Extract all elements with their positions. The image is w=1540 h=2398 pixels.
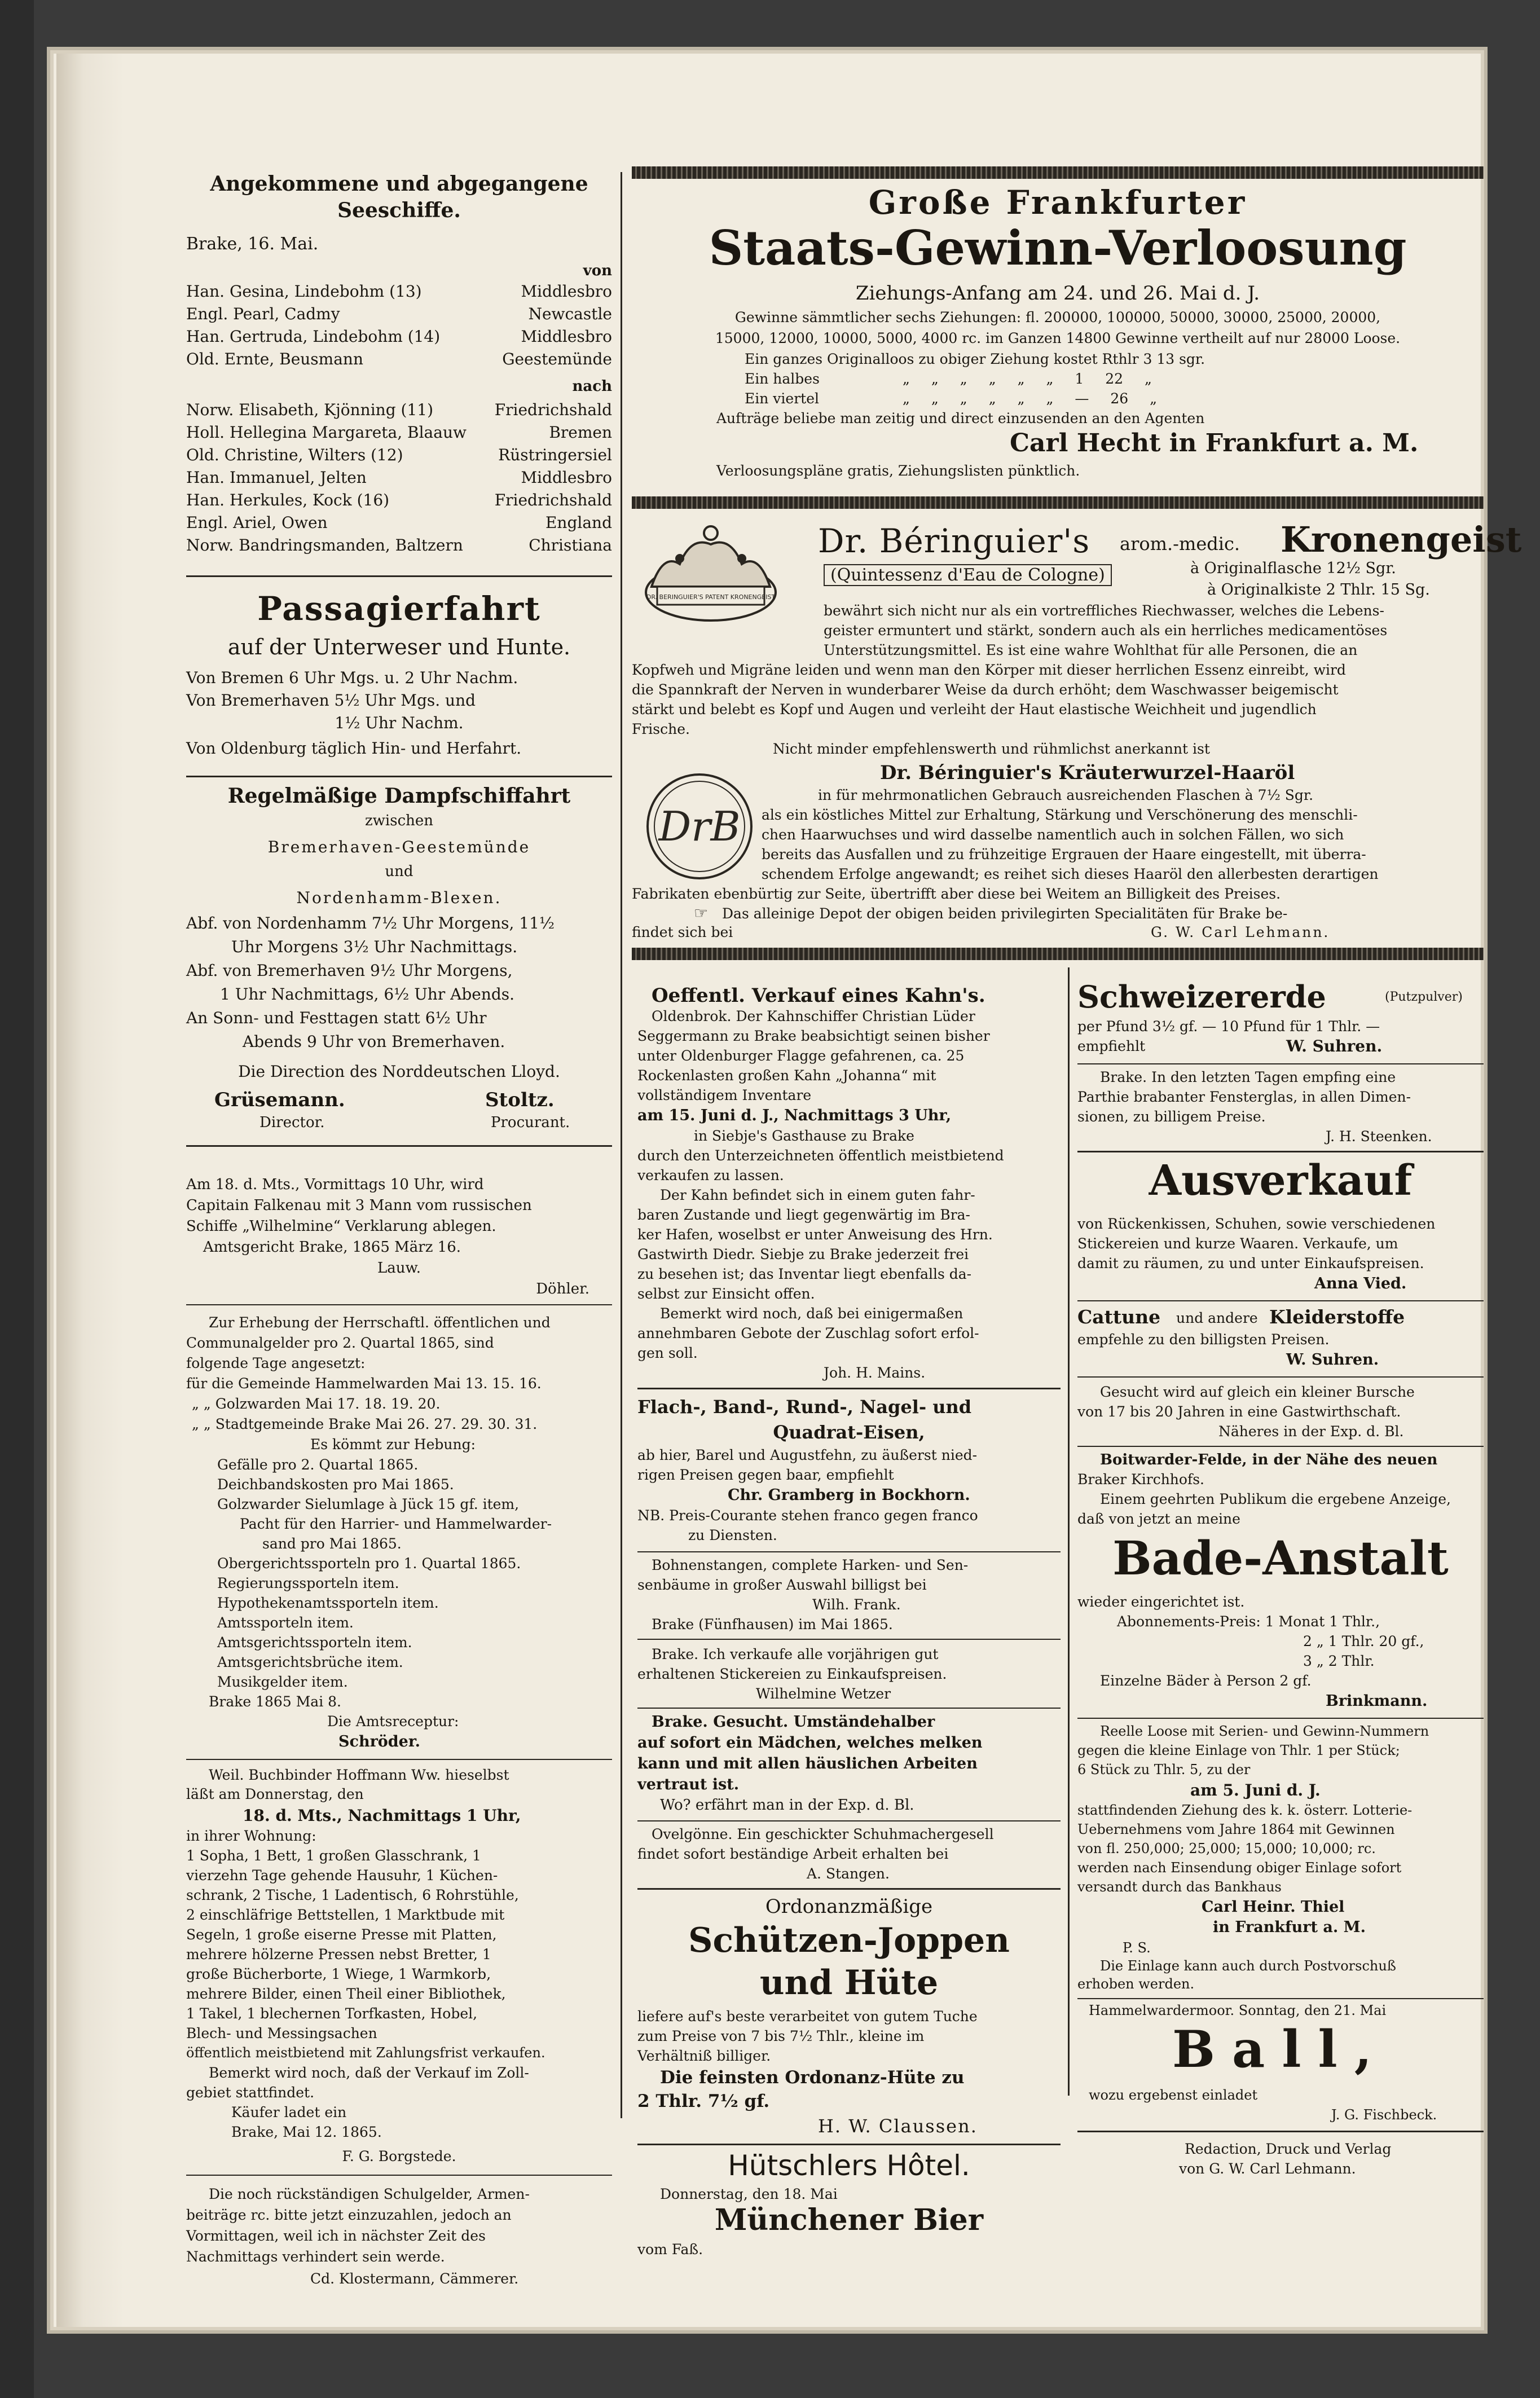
schuetzen-line: Die feinsten Ordonanz-Hüte zu xyxy=(660,2067,965,2088)
beringuier-quintessenz: (Quintessenz d'Eau de Cologne) xyxy=(824,564,1112,586)
gesucht-line: vertraut ist. xyxy=(637,1776,740,1793)
ship-port: Middlesbro xyxy=(521,468,612,487)
schweiz-line: per Pfund 3½ gf. — 10 Pfund für 1 Thlr. — xyxy=(1077,1018,1380,1035)
loose-line: versandt durch das Bankhaus xyxy=(1077,1879,1282,1895)
divider xyxy=(186,2175,612,2176)
gesucht-line: Wo? erfährt man in der Exp. d. Bl. xyxy=(660,1797,914,1814)
bohnen-line: Brake (Fünfhausen) im Mai 1865. xyxy=(652,1616,893,1633)
cattune-word: Cattune xyxy=(1077,1306,1161,1328)
beringuier-name: Dr. Béringuier's xyxy=(818,522,1090,560)
dampf-line: Abends 9 Uhr von Bremerhaven. xyxy=(243,1032,505,1051)
hoffmann-line: Weil. Buchbinder Hoffmann Ww. hieselbst xyxy=(209,1767,509,1783)
schuetzen-title: Schützen-Joppen xyxy=(688,1921,1010,1960)
ships-von-label: von xyxy=(583,262,612,279)
dampf-line: 1 Uhr Nachmittags, 6½ Uhr Abends. xyxy=(220,985,515,1004)
crown-icon xyxy=(640,519,781,632)
schulgeld-line: Nachmittags verhindert sein werde. xyxy=(186,2249,445,2265)
ship-row xyxy=(186,282,612,301)
loose-bank: Carl Heinr. Thiel xyxy=(1202,1898,1345,1916)
hoffmann-line: Bemerkt wird noch, daß der Verkauf im Zoll- xyxy=(209,2065,529,2081)
dampf-line: Uhr Morgens 3½ Uhr Nachmittags. xyxy=(231,938,518,956)
dampf-role: Procurant. xyxy=(491,1114,570,1131)
herrschaft-item: Pacht für den Harrier- und Hammelwarder- xyxy=(240,1516,552,1532)
divider xyxy=(637,1708,1061,1709)
burschen-line: von 17 bis 20 Jahren in eine Gastwirthschaft. xyxy=(1077,1403,1401,1420)
herrschaft-item: Golzwarder Sielumlage à Jück 15 gf. item, xyxy=(217,1496,520,1512)
ship-name: Norw. Elisabeth, Kjönning (11) xyxy=(186,401,433,419)
haaroel-text: bereits das Ausfallen und zu frühzeitige Ergrauen der Haare eingestellt, mit überra- xyxy=(762,846,1366,863)
divider xyxy=(637,1388,1061,1389)
kahn-line: Rockenlasten großen Kahn „Johanna“ mit xyxy=(637,1067,936,1084)
kahn-line: ker Hafen, woselbst er unter Anweisung des Hrn. xyxy=(637,1226,993,1243)
fenster-line: Brake. In den letzten Tagen empfing eine xyxy=(1100,1069,1396,1085)
ship-name: Han. Immanuel, Jelten xyxy=(186,468,367,487)
frankfurt-line: Ein ganzes Originalloos zu obiger Ziehung kostet Rthlr 3 13 sgr. xyxy=(745,351,1205,367)
kahn-line: in Siebje's Gasthause zu Brake xyxy=(694,1128,914,1144)
scan-edge xyxy=(0,0,34,2398)
frankfurt-agent: Carl Hecht in Frankfurt a. M. xyxy=(1010,429,1419,457)
kahn-line: gen soll. xyxy=(637,1345,698,1361)
cattune-line: empfehle zu den billigsten Preisen. xyxy=(1077,1331,1330,1348)
hoffmann-line: Käufer ladet ein xyxy=(231,2104,347,2120)
herrschaft-item: sand pro Mai 1865. xyxy=(262,1535,402,1552)
schuetzen-line: 2 Thlr. 7½ gf. xyxy=(637,2091,770,2111)
ship-row xyxy=(186,305,612,323)
hotel-title: Hütschlers Hôtel. xyxy=(728,2149,970,2182)
ship-port: Rüstringersiel xyxy=(498,446,612,464)
loose-line: Die Einlage kann auch durch Postvorschuß xyxy=(1100,1958,1396,1974)
beringuier-price: à Originalflasche 12½ Sgr. xyxy=(1190,560,1396,577)
ship-name: Engl. Ariel, Owen xyxy=(186,513,328,532)
burschen-line: Näheres in der Exp. d. Bl. xyxy=(1218,1423,1404,1440)
kahn-signature: Joh. H. Mains. xyxy=(824,1365,926,1381)
dampf-signature: Grüsemann. xyxy=(214,1089,345,1111)
beringuier-text: geister ermuntert und stärkt, sondern auch als ein herrliches medicamentöses xyxy=(824,622,1388,639)
eisen-line: rigen Preisen gegen baar, empfiehlt xyxy=(637,1467,894,1483)
loose-line: P. S. xyxy=(1123,1940,1151,1956)
frankfurt-line: Aufträge beliebe man zeitig und direct einzusenden an den Agenten xyxy=(716,410,1205,426)
hoffmann-line: 2 einschläfrige Bettstellen, 1 Marktbude mit xyxy=(186,1907,505,1923)
ship-row xyxy=(186,468,612,487)
schweiz-signature: W. Suhren. xyxy=(1286,1037,1383,1055)
schuetzen-line: zum Preise von 7 bis 7½ Thlr., kleine im xyxy=(637,2028,925,2044)
bade-title: Bade-Anstalt xyxy=(1112,1532,1449,1586)
herrschaft-item: Obergerichtssporteln pro 1. Quartal 1865. xyxy=(217,1555,521,1572)
eisen-signature: Chr. Gramberg in Bockhorn. xyxy=(728,1486,970,1504)
bade-line: Einem geehrten Publikum die ergebene Anzeige, xyxy=(1100,1491,1451,1507)
ships-heading-2: Seeschiffe. xyxy=(337,199,461,222)
hoffmann-line: Brake, Mai 12. 1865. xyxy=(231,2124,382,2140)
frankfurt-line: „ „ „ „ „ „ — 26 „ xyxy=(903,390,1158,407)
falkenau-line: Lauw. xyxy=(377,1260,421,1277)
hoffmann-date: 18. d. Mts., Nachmittags 1 Uhr, xyxy=(243,1806,521,1825)
kahn-line: Gastwirth Diedr. Siebje zu Brake jederzeit frei xyxy=(637,1246,969,1262)
ship-port: Middlesbro xyxy=(521,282,612,301)
ball-line: Hammelwardermoor. Sonntag, den 21. Mai xyxy=(1089,2003,1387,2018)
divider xyxy=(186,1304,612,1305)
herrschaft-line: „ „ Stadtgemeinde Brake Mai 26. 27. 29. 30. 31. xyxy=(192,1416,538,1432)
loose-date: am 5. Juni d. J. xyxy=(1190,1781,1321,1799)
divider xyxy=(637,2144,1061,2145)
monogram-letters: DrB xyxy=(658,803,741,850)
haaroel-text: Das alleinige Depot der obigen beiden privilegirten Specialitäten für Brake be- xyxy=(722,905,1288,922)
beringuier-haaroel: Dr. Béringuier's Kräuterwurzel-Haaröl xyxy=(880,762,1295,784)
haaroel-text: schendem Erfolge angewandt; es reihet sich dieses Haaröl den allerbesten derartigen xyxy=(762,866,1379,882)
schuetzen-line: liefere auf's beste verarbeitet von gutem Tuche xyxy=(637,2008,978,2025)
ausverkauf-signature: Anna Vied. xyxy=(1314,1275,1407,1292)
gesucht-line: Brake. Gesucht. Umständehalber xyxy=(652,1713,935,1731)
divider xyxy=(1077,1063,1484,1064)
kahn-line: baren Zustande und liegt gegenwärtig im Bra- xyxy=(637,1207,971,1223)
frankfurt-line: Ein halbes xyxy=(745,371,820,387)
hoffmann-signature: F. G. Borgstede. xyxy=(342,2148,456,2164)
ship-name: Holl. Hellegina Margareta, Blaauw xyxy=(186,423,467,442)
bade-line: Boitwarder-Felde, in der Nähe des neuen xyxy=(1100,1451,1438,1468)
passagier-title: Passagierfahrt xyxy=(257,589,541,628)
loose-bank: in Frankfurt a. M. xyxy=(1213,1919,1366,1936)
ball-line: wozu ergebenst einladet xyxy=(1089,2087,1258,2103)
divider xyxy=(1077,1300,1484,1301)
divider xyxy=(186,1145,612,1147)
falkenau-line: Döhler. xyxy=(536,1281,589,1297)
right-column xyxy=(1077,967,1484,2282)
loose-line: Uebernehmens vom Jahre 1864 mit Gewinnen xyxy=(1077,1821,1395,1837)
column-rule xyxy=(621,172,622,2118)
ausverkauf-title: Ausverkauf xyxy=(1149,1156,1413,1205)
ship-port: Geestemünde xyxy=(502,350,612,368)
dampf-title: Regelmäßige Dampfschiffahrt xyxy=(227,784,571,808)
frankfurt-line: „ „ „ „ „ „ 1 22 „ xyxy=(903,371,1152,387)
burschen-line: Gesucht wird auf gleich ein kleiner Bursche xyxy=(1100,1384,1415,1400)
herrschaft-line: für die Gemeinde Hammelwarden Mai 13. 15. 16. xyxy=(186,1375,542,1392)
ausverkauf-line: damit zu räumen, zu und unter Einkaufspreisen. xyxy=(1077,1255,1424,1271)
sticker-line: erhaltenen Stickereien zu Einkaufspreisen. xyxy=(637,1666,947,1682)
divider xyxy=(1077,1718,1484,1719)
ships-nach-label: nach xyxy=(572,378,612,395)
band-border xyxy=(632,166,1484,179)
loose-line: 6 Stück zu Thlr. 5, zu der xyxy=(1077,1762,1251,1777)
ship-name: Han. Gertruda, Lindebohm (14) xyxy=(186,327,441,346)
herrschaft-sig-title: Die Amtsreceptur: xyxy=(327,1713,459,1730)
passagier-line: Von Oldenburg täglich Hin- und Herfahrt. xyxy=(186,739,522,758)
herrschaft-item: Musikgelder item. xyxy=(217,1674,348,1690)
ship-row xyxy=(186,327,612,346)
passagier-line: Von Bremerhaven 5½ Uhr Mgs. und xyxy=(186,691,476,710)
dampf-line: Abf. von Bremerhaven 9½ Uhr Morgens, xyxy=(186,961,513,980)
herrschaft-item: Amtsgerichtssporteln item. xyxy=(217,1634,412,1651)
bade-line: 3 „ 2 Thlr. xyxy=(1303,1653,1375,1669)
ship-name: Old. Christine, Wilters (12) xyxy=(186,446,403,464)
eisen-line: NB. Preis-Courante stehen franco gegen franco xyxy=(637,1507,978,1524)
ausverkauf-line: Stickereien und kurze Waaren. Verkaufe, um xyxy=(1077,1235,1398,1252)
sticker-line: Brake. Ich verkaufe alle vorjährigen gut xyxy=(652,1646,939,1662)
hoffmann-line: läßt am Donnerstag, den xyxy=(186,1786,364,1802)
ship-name: Norw. Bandringsmanden, Baltzern xyxy=(186,536,463,555)
divider xyxy=(1077,1998,1484,1999)
ship-name: Old. Ernte, Beusmann xyxy=(186,350,363,368)
hoffmann-line: mehrere hölzerne Pressen nebst Bretter, 1 xyxy=(186,1946,491,1963)
dampf-signature: Stoltz. xyxy=(485,1089,555,1111)
frankfurt-line: Verloosungspläne gratis, Ziehungslisten pünktlich. xyxy=(716,463,1080,479)
ship-port: Bremen xyxy=(549,423,612,442)
hoffmann-line: gebiet stattfindet. xyxy=(186,2084,315,2101)
herrschaft-line: Communalgelder pro 2. Quartal 1865, sind xyxy=(186,1335,494,1351)
dampf-line: Die Direction des Norddeutschen Lloyd. xyxy=(238,1062,560,1081)
ball-signature: J. G. Fischbeck. xyxy=(1331,2107,1437,2123)
schuh-line: findet sofort beständige Arbeit erhalten bei xyxy=(637,1846,949,1862)
ausverkauf-line: von Rückenkissen, Schuhen, sowie verschiedenen xyxy=(1077,1216,1436,1232)
passagier-subtitle: auf der Unterweser und Hunte. xyxy=(227,635,571,659)
ship-port: Friedrichshald xyxy=(494,401,612,419)
kahn-line: verkaufen zu lassen. xyxy=(637,1167,784,1183)
schuetzen-line: Verhältniß billiger. xyxy=(637,2048,771,2064)
hoffmann-line: mehrere Bilder, einen Theil einer Bibliothek, xyxy=(186,1986,506,2002)
gesucht-line: auf sofort ein Mädchen, welches melken xyxy=(637,1734,983,1752)
left-column xyxy=(186,169,612,2313)
divider xyxy=(637,1551,1061,1552)
kahn-line: selbst zur Einsicht offen. xyxy=(637,1286,815,1302)
band-border xyxy=(632,948,1484,960)
middle-column xyxy=(637,967,1061,2282)
schweiz-title: Schweizererde xyxy=(1077,979,1326,1015)
falkenau-line: Capitain Falkenau mit 3 Mann vom russischen xyxy=(186,1197,532,1214)
dampf-line: und xyxy=(385,863,413,880)
bade-line: daß von jetzt an meine xyxy=(1077,1511,1240,1527)
hoffmann-line: vierzehn Tage gehende Hausuhr, 1 Küchen- xyxy=(186,1867,498,1884)
bohnen-line: Bohnenstangen, complete Harken- und Sen- xyxy=(652,1557,969,1573)
loose-line: stattfindenden Ziehung des k. k. österr. Lotterie- xyxy=(1077,1802,1413,1818)
bade-line: Braker Kirchhofs. xyxy=(1077,1471,1204,1488)
falkenau-line: Amtsgericht Brake, 1865 März 16. xyxy=(203,1239,461,1256)
herrschaft-item: Amtsgerichtsbrüche item. xyxy=(217,1654,403,1670)
haaroel-text: Fabrikaten ebenbürtig zur Seite, übertrifft aber diese bei Weitem an Billigkeit des Preises. xyxy=(632,886,1281,902)
divider xyxy=(186,1759,612,1760)
dampf-line: Bremerhaven-Geestemünde xyxy=(267,838,531,856)
beringuier-text: stärkt und belebt es Kopf und Augen und verleiht der Haut elastische Weichheit und jugendlich xyxy=(632,701,1317,718)
frankfurt-title: Große Frankfurter xyxy=(868,183,1247,222)
gesucht-line: kann und mit allen häuslichen Arbeiten xyxy=(637,1755,978,1772)
bade-line: Einzelne Bäder à Person 2 gf. xyxy=(1100,1673,1312,1689)
ship-name: Han. Herkules, Kock (16) xyxy=(186,491,390,509)
herrschaft-signature: Schröder. xyxy=(338,1733,421,1750)
beringuier-text: Frische. xyxy=(632,721,690,737)
sticker-line: Wilhelmine Wetzer xyxy=(756,1686,891,1702)
beringuier-ad xyxy=(632,496,1522,948)
imprint-line: von G. W. Carl Lehmann. xyxy=(1179,2161,1356,2177)
loose-line: von fl. 250,000; 25,000; 15,000; 10,000; rc. xyxy=(1077,1841,1376,1856)
schulgeld-line: beiträge rc. bitte jetzt einzuzahlen, jedoch an xyxy=(186,2207,512,2223)
passagier-line: Von Bremen 6 Uhr Mgs. u. 2 Uhr Nachm. xyxy=(186,668,518,687)
passagier-line: 1½ Uhr Nachm. xyxy=(335,714,464,732)
beringuier-text: Kopfweh und Migräne leiden und wenn man den Körper mit dieser herrlichen Essenz einreibt, wird xyxy=(632,662,1346,678)
bohnen-line: Wilh. Frank. xyxy=(812,1596,901,1613)
ship-port: Newcastle xyxy=(528,305,612,323)
schuh-line: A. Stangen. xyxy=(807,1865,890,1882)
schuetzen-line: Ordonanzmäßige xyxy=(765,1895,933,1918)
dampf-line: Abf. von Nordenhamm 7½ Uhr Morgens, 11½ xyxy=(186,914,555,932)
dampf-role: Director. xyxy=(259,1114,325,1131)
eisen-title: Flach-, Band-, Rund-, Nagel- und xyxy=(637,1396,972,1418)
ball-title: Ball, xyxy=(1172,2019,1389,2079)
frankfurt-line: Ziehungs-Anfang am 24. und 26. Mai d. J. xyxy=(855,282,1260,305)
divider xyxy=(637,1639,1061,1640)
column-rule xyxy=(1068,967,1070,2096)
herrschaft-item: Deichbandskosten pro Mai 1865. xyxy=(217,1476,454,1493)
fenster-line: Parthie brabanter Fensterglas, in allen Dimen- xyxy=(1077,1089,1411,1105)
kahn-line: zu besehen ist; das Inventar liegt ebenfalls da- xyxy=(637,1266,972,1282)
bohnen-line: senbäume in großer Auswahl billigst bei xyxy=(637,1577,927,1593)
crown-label: DR. BERINGUIER'S PATENT KRONENGEIST xyxy=(646,593,776,601)
ship-port: Friedrichshald xyxy=(494,491,612,509)
ship-row xyxy=(186,446,612,464)
schuetzen-signature: H. W. Claussen. xyxy=(818,2115,978,2137)
beringuier-arom: arom.-medic. xyxy=(1120,533,1240,555)
ship-port: Middlesbro xyxy=(521,327,612,346)
ship-port: Christiana xyxy=(529,536,612,555)
haaroel-text: chen Haarwuchses und wird dasselbe namentlich auch in solchen Fällen, wo sich xyxy=(762,826,1344,843)
frankfurt-line: Gewinne sämmtlicher sechs Ziehungen: fl. 200000, 100000, 50000, 30000, 25000, 20000, xyxy=(734,309,1381,325)
cattune-word: und andere xyxy=(1176,1310,1258,1326)
herrschaft-line: Zur Erhebung der Herrschaftl. öffentlichen und xyxy=(209,1314,551,1331)
schweiz-note: (Putzpulver) xyxy=(1385,990,1463,1004)
beringuier-price: à Originalkiste 2 Thlr. 15 Sg. xyxy=(1207,581,1430,599)
dampf-line: An Sonn- und Festtagen statt 6½ Uhr xyxy=(186,1009,487,1027)
divider xyxy=(1077,1376,1484,1378)
hotel-line: vom Faß. xyxy=(637,2241,703,2258)
schulgeld-line: Die noch rückständigen Schulgelder, Armen- xyxy=(209,2186,530,2202)
frankfurt-line: 15000, 12000, 10000, 5000, 4000 rc. im Ganzen 14800 Gewinne vertheilt auf nur 28000 Loose. xyxy=(715,330,1401,346)
herrschaft-item: Hypothekenamtssporteln item. xyxy=(217,1595,439,1611)
hotel-line: Donnerstag, den 18. Mai xyxy=(660,2186,838,2202)
beringuier-kronengeist: Kronengeist xyxy=(1281,519,1522,560)
herrschaft-item: Amtssporteln item. xyxy=(217,1614,354,1631)
herrschaft-item: Regierungssporteln item. xyxy=(217,1575,399,1591)
herrschaft-item: Gefälle pro 2. Quartal 1865. xyxy=(217,1457,419,1473)
ships-heading: Angekommene und abgegangene xyxy=(210,172,588,196)
haaroel-text: findet sich bei xyxy=(632,924,733,940)
ship-name: Engl. Pearl, Cadmy xyxy=(186,305,340,323)
kahn-line: annehmbaren Gebote der Zuschlag sofort erfol- xyxy=(637,1325,979,1341)
hoffmann-line: Segeln, 1 große eiserne Presse mit Platten, xyxy=(186,1926,497,1943)
haaroel-text: als ein köstliches Mittel zur Erhaltung, Stärkung und Verschönerung des menschli- xyxy=(762,807,1358,823)
ship-row xyxy=(186,401,612,419)
divider xyxy=(186,575,612,577)
cattune-signature: W. Suhren. xyxy=(1286,1351,1379,1369)
loose-line: gegen die kleine Einlage von Thlr. 1 per Stück; xyxy=(1077,1743,1400,1758)
ship-row xyxy=(186,536,612,555)
schulgeld-line: Vormittagen, weil ich in nächster Zeit des xyxy=(186,2228,486,2244)
ship-port: England xyxy=(545,513,612,532)
herrschaft-line: „ „ Golzwarden Mai 17. 18. 19. 20. xyxy=(192,1396,441,1412)
dampf-line: zwischen xyxy=(364,812,434,829)
imprint-line: Redaction, Druck und Verlag xyxy=(1185,2141,1392,2157)
divider xyxy=(637,1888,1061,1890)
divider xyxy=(637,1820,1061,1821)
fenster-line: sionen, zu billigem Preise. xyxy=(1077,1108,1266,1125)
divider xyxy=(1077,2131,1484,2132)
kahn-line: vollständigem Inventare xyxy=(637,1087,812,1103)
kahn-line: Oldenbrok. Der Kahnschiffer Christian Lüder xyxy=(652,1008,975,1024)
beringuier-text: bewährt sich nicht nur als ein vortreffliches Riechwasser, welches die Lebens- xyxy=(824,602,1384,619)
hoffmann-line: Blech- und Messingsachen xyxy=(186,2025,377,2041)
herrschaft-line: folgende Tage angesetzt: xyxy=(186,1355,366,1371)
haaroel-text: in für mehrmonatlichen Gebrauch ausreichenden Flaschen à 7½ Sgr. xyxy=(818,787,1314,803)
kahn-title: Oeffentl. Verkauf eines Kahn's. xyxy=(652,984,985,1007)
bade-line: wieder eingerichtet ist. xyxy=(1077,1594,1245,1610)
eisen-title-2: Quadrat-Eisen, xyxy=(773,1422,925,1443)
frankfurt-title-2: Staats-Gewinn-Verloosung xyxy=(709,220,1407,276)
hoffmann-line: große Bücherborte, 1 Wiege, 1 Warmkorb, xyxy=(186,1966,491,1982)
kahn-line: Bemerkt wird noch, daß bei einigermaßen xyxy=(660,1305,963,1322)
hoffmann-line: 1 Takel, 1 blechernen Torfkasten, Hobel, xyxy=(186,2005,478,2022)
schweiz-line: empfiehlt xyxy=(1077,1038,1146,1054)
bade-signature: Brinkmann. xyxy=(1326,1692,1428,1710)
herrschaft-line: Es kömmt zur Hebung: xyxy=(310,1436,476,1453)
falkenau-line: Am 18. d. Mts., Vormittags 10 Uhr, wird xyxy=(186,1176,484,1193)
kahn-line: unter Oldenburger Flagge gefahrenen, ca. 25 xyxy=(637,1048,965,1064)
schuh-line: Ovelgönne. Ein geschickter Schuhmachergesell xyxy=(652,1826,994,1842)
cattune-word: Kleiderstoffe xyxy=(1269,1306,1405,1328)
band-border xyxy=(632,496,1484,509)
beringuier-text: die Spannkraft der Nerven in wunderbarer Weise da durch erhöht; dem Waschwasser beigemischt xyxy=(632,681,1339,698)
kahn-line: Der Kahn befindet sich in einem guten fahr- xyxy=(660,1187,975,1203)
haaroel-text: G. W. Carl Lehmann. xyxy=(1151,924,1330,940)
page-gutter xyxy=(56,54,124,2327)
hotel-bier: Münchener Bier xyxy=(714,2203,984,2237)
divider xyxy=(1077,1446,1484,1447)
hoffmann-line: 1 Sopha, 1 Bett, 1 großen Glasschrank, 1 xyxy=(186,1847,481,1864)
divider xyxy=(186,776,612,777)
divider xyxy=(1077,1151,1484,1152)
eisen-line: zu Diensten. xyxy=(688,1527,777,1543)
beringuier-text: Unterstützungsmittel. Es ist eine wahre Wohlthat für alle Personen, die an xyxy=(824,642,1358,658)
ship-row xyxy=(186,423,612,442)
ship-name: Han. Gesina, Lindebohm (13) xyxy=(186,282,422,301)
ships-place-date: Brake, 16. Mai. xyxy=(186,234,319,254)
eisen-line: ab hier, Barel und Augustfehn, zu äußerst nied- xyxy=(637,1447,978,1463)
hand-pointer-icon: ☞ xyxy=(694,904,709,922)
schuetzen-title-2: und Hüte xyxy=(759,1963,939,2003)
hoffmann-line: öffentlich meistbietend mit Zahlungsfrist verkaufen. xyxy=(186,2045,545,2061)
ship-row xyxy=(186,350,612,368)
bade-line: 2 „ 1 Thlr. 20 gf., xyxy=(1303,1633,1424,1649)
herrschaft-date: Brake 1865 Mai 8. xyxy=(209,1693,341,1710)
schulgeld-signature: Cd. Klostermann, Cämmerer. xyxy=(310,2271,519,2287)
falkenau-line: Schiffe „Wilhelmine“ Verklarung ablegen. xyxy=(186,1218,496,1235)
ship-row xyxy=(186,513,612,532)
kahn-line: durch den Unterzeichneten öffentlich meistbietend xyxy=(637,1147,1004,1164)
monogram-icon xyxy=(643,770,756,883)
kahn-line: Seggermann zu Brake beabsichtigt seinen bisher xyxy=(637,1028,990,1044)
loose-line: Reelle Loose mit Serien- und Gewinn-Nummern xyxy=(1100,1723,1429,1739)
frankfurt-line: Ein viertel xyxy=(745,390,819,407)
bade-line: Abonnements-Preis: 1 Monat 1 Thlr., xyxy=(1117,1613,1380,1630)
hoffmann-line: in ihrer Wohnung: xyxy=(186,1828,316,1844)
ship-row xyxy=(186,491,612,509)
beringuier-text: Nicht minder empfehlenswerth und rühmlichst anerkannt ist xyxy=(773,741,1210,757)
dampf-line: Nordenhamm-Blexen. xyxy=(296,888,502,907)
hoffmann-line: schrank, 2 Tische, 1 Ladentisch, 6 Rohrstühle, xyxy=(186,1887,519,1903)
fenster-signature: J. H. Steenken. xyxy=(1326,1128,1432,1145)
loose-line: erhoben werden. xyxy=(1077,1976,1195,1992)
frankfurt-ad xyxy=(632,166,1484,488)
loose-line: werden nach Einsendung obiger Einlage sofort xyxy=(1077,1860,1402,1876)
kahn-date: am 15. Juni d. J., Nachmittags 3 Uhr, xyxy=(637,1107,952,1124)
